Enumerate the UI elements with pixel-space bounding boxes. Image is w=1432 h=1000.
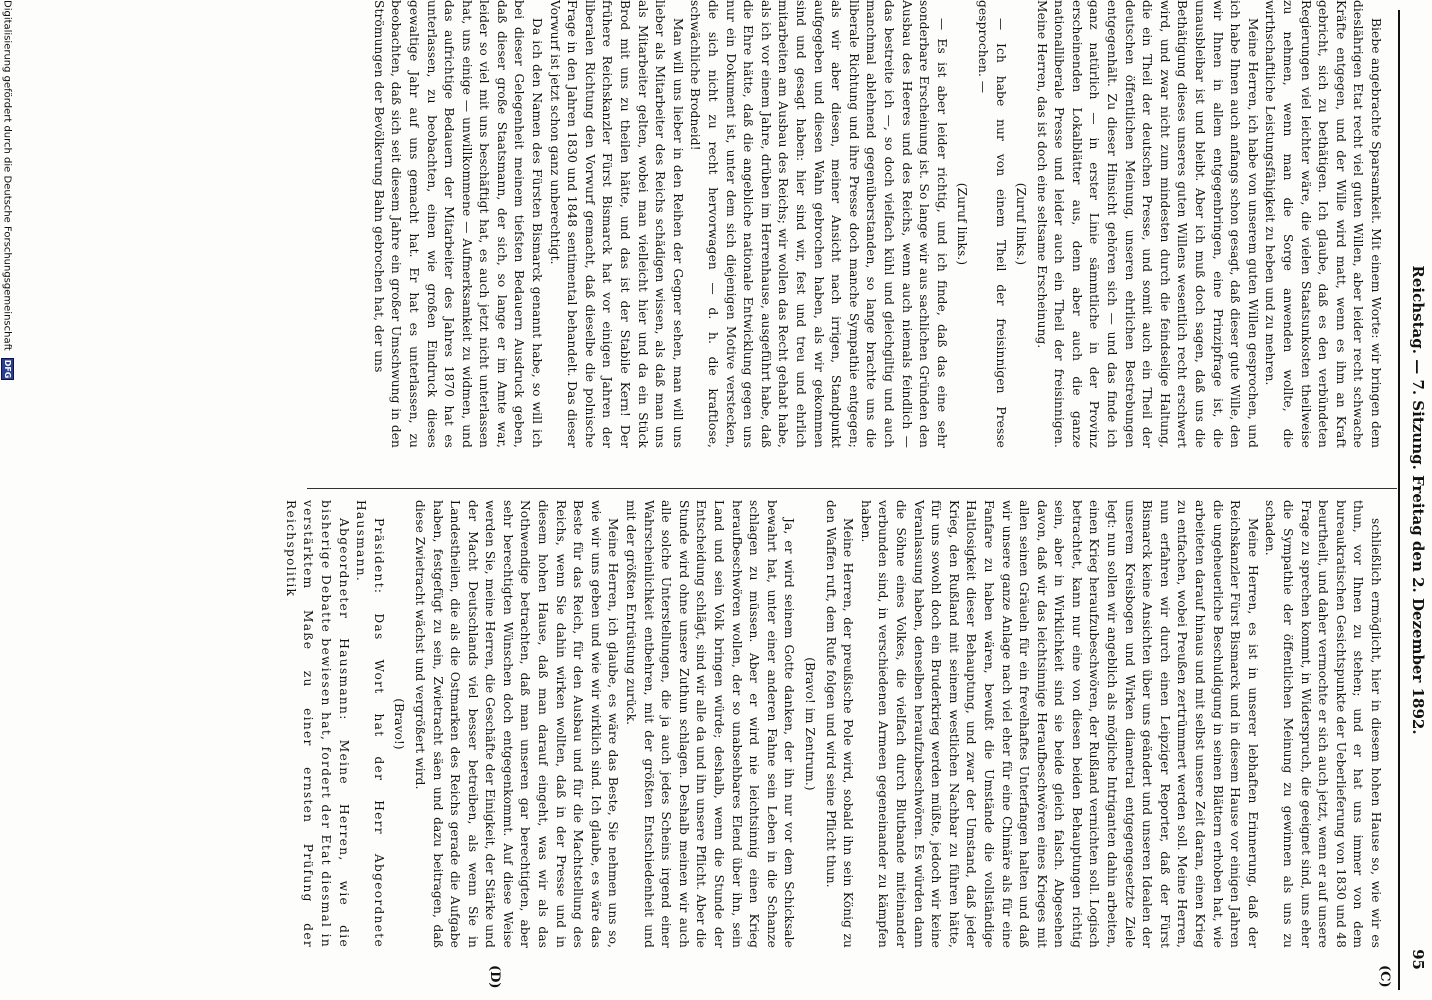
paragraph: — Es ist aber leider richtig, und ich finde, daß das eine sehr sonderbare Erscheinung ist. So lange wir aus sachlichen Gründen den Ausbau des Heeres und des Reichs, wenn auch niemals feindlich — das bestreite ich —, so doch vielfach kühl und gleichgiltig und auch manchmal ablehnend gegenüberstanden, so lange brachte uns die liberale Richtung und ihre Presse doch manche Sympathie entgegen; als wir aber diesen, meiner Ansicht nach irrigen, Standpunkt aufgegeben und diesen Wahn gebrochen haben, als wir gekommen sind und gesagt haben: hier sind wir, fest und treu und ehrlich mitarbeiten am Ausbau des Reichs; wir wollen das Recht gehabt habe, als ich vor einem Jahre, drüben im Herrenhause, ausgeführt habe, daß die Ehre hätte, daß die angebliche nationale Entwicklung gegen uns nur ein Dokument ist, unter dem sich diejenigen Motive verstecken, die sich nicht zu recht hervorwagen — d. h. die kraftlose, schwächliche Brodneid! xyxy=(688,0,949,448)
column-divider xyxy=(307,488,1397,489)
paragraph: (Bravo! im Zentrum.) xyxy=(803,657,817,791)
paragraph: Man will uns lieber in den Reihen der Gegner sehen, man will uns lieber als Mitarbeiter des Reichs schädigen wissen, als daß man uns als Mitarbeiter gelten, wobei man vielleicht hier und da ein Stück Brod mit uns zu theilen hätte, und das ist der Stabile Kern! Der frühere Reichskanzler Fürst Bismarck hat vor einigen Jahren der liberalen Richtung den Vorwurf gemacht, daß dieselbe die polnische Frage in den Jahren 1830 und 1848 sentimental behandelt. Das dieser Vorwurf ist jetzt schon ganz unberechtigt. xyxy=(547,0,685,448)
paragraph: Biebe angebrachte Sparsamkeit. Mit einem Worte: wir bringen dem dieslährigen Etat recht viel guten Willen, aber leider recht schwache Kräfte entgegen, und der Wille wird matt, wenn es ihm an Kraft gebricht, sich zu bethätigen. Ich glaube, daß es den verbündeten Regierungen viel leichter wäre, die vielen Staatsunkosten theilweise zu nehmen, wenn man die Sorge anwenden wollte, die wirthschaftliche Leistungsfähigkeit zu heben und zu mehren. xyxy=(1263,0,1383,448)
header-left-label: Reichstag. xyxy=(1409,265,1427,354)
paragraph: — Ich habe nur von einem Theil der freisinnigen Presse gesprochen. — xyxy=(975,0,1008,448)
paragraph: Meine Herren, ich habe von unserem guten Willen gesprochen, und ich habe Ihnen auch anfangs schon gesagt, daß dieser gute Wille, den wir Ihnen in allem entgegenbringen, eine Prinzipfrage ist, die unausbleibar ist und bleibt. Aber ich muß doch sagen, daß uns die Bethätigung dieses unseres guten Willens wesentlich recht erschwert wird, und zwar nicht zum mindesten durch die feindselige Haltung, die ein Theil der deutschen Presse, und somit auch ein Theil der deutschen öffentlichen Meinung, unseren ehrlichen Bestrebungen entgegenhält. Zu dieser Hinsicht gehören sich — und das finde ich ganz natürlich — in erster Linie sämmtliche in der Provinz erscheinenden Lokalblätter aus, denn aber auch die ganze nationalliberale Presse und leider auch ein Theil der freisinnigen. Meine Herren, das ist doch eine seltsame Erscheinung. xyxy=(1034,0,1260,448)
dfg-logo: DFG xyxy=(3,359,12,379)
paragraph: (Bravo!) xyxy=(392,698,407,750)
page-header xyxy=(1401,30,1427,970)
header-center-label: — 7. Sitzung. Freitag den 2. Dezember 1892. xyxy=(1409,359,1427,735)
left-text-column xyxy=(314,0,1384,448)
paragraph: Meine Herren, der preußische Pole wird, sobald ihn sein König zu den Waffen ruft, dem Rufe folgen und wird seine Pflicht thun. xyxy=(823,500,856,948)
margin-mark-c: (C) xyxy=(1377,965,1392,988)
paragraph: Da ich den Namen des Fürsten Bismarck genannt habe, so will ich bei dieser Gelegenheit meinem tiefsten Bedauern Ausdruck geben, daß dieser große Staatsmann, der sich, so lange er im Amte war, leider so viel mit uns beschäftigt hat, es auch jetzt nicht unterlassen hat, uns einige — unwillkommene — Aufmerksamkeit zu widmen, und das aufrichtige Bedauern der Mitarbeiter des Jahres 1870 hat es unterlassen, zu beobachten, einen wie großen Eindruck dieses gewaltige Jahr auf uns gemacht hat. Er hat es unterlassen, zu beobachten, daß sich seit diesem Jahre ein großer Umschwung in den Strömungen der Bevölkerung Bahn gebrochen hat, der uns xyxy=(371,0,545,448)
paragraph: Meine Herren, es ist in unserer lebhaften Erinnerung, daß der Reichskanzler Fürst Bismarck und in diesem Hause vor einigen Jahren die ungeheuerliche Beschuldigung in seinen Blättern erhoben hat, wie arbeiteten darauf hinaus und mit selbst unsere Zeit daran, einen Krieg zu entfachen, wobei Preußen zertrümmert werden soll. Meine Herren, nun erfahren wir durch einen Leipziger Reporter, daß der Fürst Bismarck keine Ansichten über uns geändert und unseren Idealen der unserem Kreisbogen und Wirken diametral entgegengesetzte Ziele legt: nun sollen wir angeblich als mögliche Intriganten dahin arbeiten, einen Krieg heraufzubeschwören, der Rußland vernichten soll. Logisch betrachtet, kann nur eine von diesen beiden Behauptungen richtig sein, aber in Wirklichkeit sind sie beide gleich falsch. Abgesehen davon, daß wir das leichtsinnige Heraufbeschwören eines Krieges mit allen seinen Gräueln für ein frevelhaftes Unterfangen halten und daß wir unsere ganze Anlage nach viel eher für eine Chimäre als für eine Fanfare zu haben wären, bewußt die Umstände die vollständige Haltlosigkeit dieser Behauptung, und zwar der Umstand, daß jeder Krieg, den Rußland mit seinem westlichen Nachbar zu führen hätte, für uns sowohl doch ein Bruderkrieg werden müßte, jedoch wir keine Veranlassung haben, denselben heraufzubeschwören. Es würden dann die Söhne eines Volkes, die vielfach durch Blutbande miteinander verbunden sind, in verschiedenen Armeen gegeneinander zu kämpfen haben. xyxy=(858,500,1260,948)
credit-text: Digitalisierung gefördert durch die Deutsche Forschungsgemeinschaft xyxy=(1,0,13,351)
margin-mark-d: (D) xyxy=(487,965,502,989)
digitization-credit xyxy=(0,0,14,1000)
paragraph: Präsident: Das Wort hat der Herr Abgeordnete Hausmann. xyxy=(354,500,386,948)
paragraph: (Zuruf links.) xyxy=(955,182,970,266)
right-text-column xyxy=(283,500,1384,948)
paragraph: (Zuruf links.) xyxy=(1014,182,1029,266)
header-title xyxy=(1409,30,1427,970)
paragraph: Ja, er wird seinem Gotte danken, der ihn nur vor dem Schicksale bewahrt hat, unter einer anderen Fahne sein Leben in die Schanze schlagen zu müssen. Aber er wird nie leichtsinnig einen Krieg heraufbeschwören wollen, der so unabsehbares Elend über ihn, sein Land und sein Volk bringen würde; deshalb, wenn die Stunde der Entscheidung schlägt, sind wir alle da und ihn unsere Pflicht. Aber die Stunde wird ohne unsere Zuthun schlagen. Deshalb meinen wir auch alle solche Unterstellungen, die ja auch jedes Scheins irgend einer Wahrscheinlichkeit entbehren, mit der größten Entschiedenheit und mit der größten Entrüstung zurück. xyxy=(624,500,797,948)
header-rule xyxy=(1398,10,1400,990)
paragraph: Abgeordneter Hausmann: Meine Herren, wie die bisherige Debatte bewiesen hat, fordert der Etat diesmal in verstärktem Maße zu einer ernsten Prüfung der Reichspolitik xyxy=(283,500,351,948)
paragraph: Meine Herren, ich glaube, es wäre das Beste, Sie nehmen uns so, wie wir uns geben und wie wir wirklich sind. Ich glaube, es wäre das Beste für das Reich, für den Ausbau und für die Machtstellung des Reichs, wenn Sie dahin wirken wollten, daß in der Presse und in diesem hohen Hause, daß man darauf eingeht, was wir als das Nothwendige betrachten, daß man unseren gar berechtigten, aber sehr berechtigten Wünschen doch entgegenkommt. Auf diese Weise werden Sie, meine Herren, die Geschäfte der Einigkeit, der Stärke und der Macht Deutschlands viel besser betreiben, als wenn Sie in Landestheilen, die als die Ostmarken des Reichs gerade die Aufgabe haben, festgefügt zu sein, Zwietracht säen und dazu beitragen, daß diese Zwietracht wächst und vergrößert wird. xyxy=(412,500,621,948)
page-number: 95 xyxy=(1409,949,1427,970)
paragraph: schließlich ermöglicht, hier in diesem hohen Hause so, wie wir es thun, vor Ihnen zu stehen; und er hat uns immer von dem bureaukratischen Gesichtspunkte der Ueberlieferung von 1830 und 48 beurtheilt, und daher vermochte er sich auch jetzt, wenn er auf unsere Frage zu sprechen kommt, in Widerspruch, die geeignet sind, uns eher die Sympathie der öffentlichen Meinung zu gewinnen als uns zu schaden. xyxy=(1263,500,1383,948)
